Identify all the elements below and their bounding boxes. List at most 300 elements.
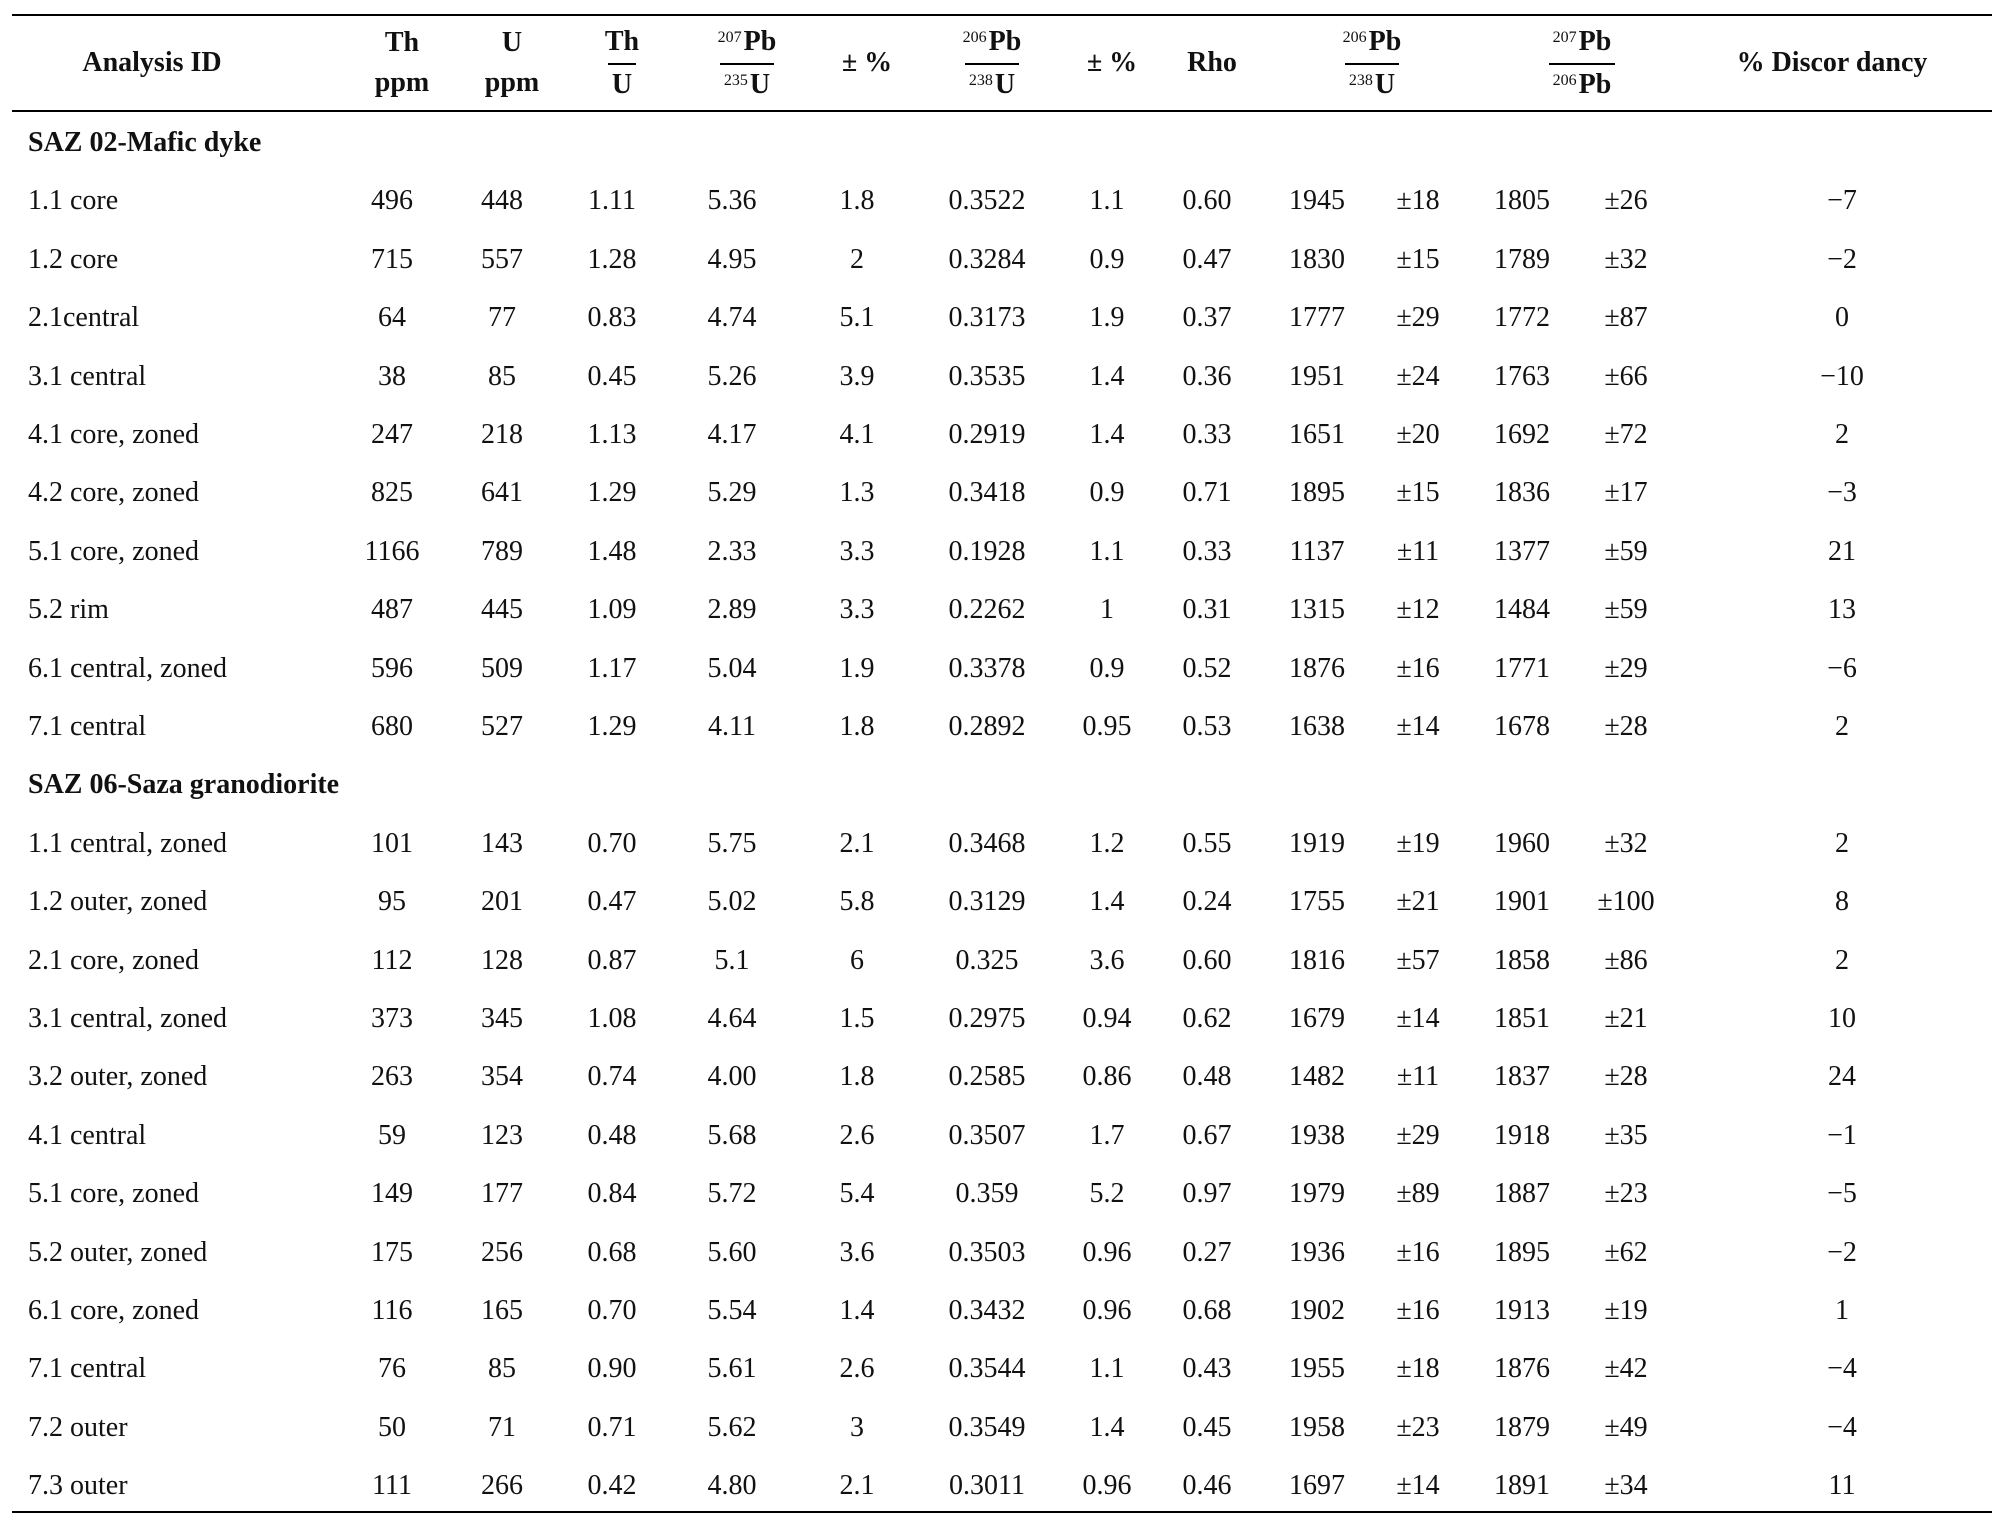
table-cell: 1.28 bbox=[587, 243, 637, 275]
header-pb207-u235 bbox=[682, 16, 812, 110]
table-cell: 0.1928 bbox=[948, 535, 1026, 567]
table-cell: ±26 bbox=[1604, 185, 1648, 217]
cell-analysis-id: 6.1 core, zoned bbox=[28, 1295, 200, 1326]
cell-analysis-id: 1.2 outer, zoned bbox=[28, 886, 208, 918]
table-cell: 0.60 bbox=[1182, 944, 1232, 976]
header-rho bbox=[1162, 16, 1262, 110]
cell-analysis-id: 3.2 outer, zoned bbox=[28, 1061, 208, 1093]
table-cell: 0.84 bbox=[587, 1178, 637, 1210]
table-cell: 1.3 bbox=[839, 477, 875, 509]
table-cell: 0.3507 bbox=[948, 1119, 1026, 1151]
table-cell: 5.02 bbox=[707, 886, 757, 918]
table-cell: 3.6 bbox=[1089, 944, 1125, 976]
table-cell: 1945 bbox=[1289, 185, 1345, 217]
table-cell: 4.1 bbox=[839, 419, 875, 450]
table-cell: 1913 bbox=[1494, 1295, 1550, 1326]
u-label: U bbox=[994, 69, 1016, 100]
table-header-rule bbox=[12, 110, 1992, 112]
table-cell: 0.94 bbox=[1082, 1003, 1132, 1034]
header-pb206-u238-den bbox=[965, 63, 1019, 102]
table-cell: 77 bbox=[488, 302, 516, 334]
table-cell: 5.1 bbox=[714, 944, 750, 976]
table-cell: ±21 bbox=[1604, 1003, 1648, 1034]
table-cell: 5.54 bbox=[707, 1295, 757, 1326]
header-rho-text: Rho bbox=[1187, 47, 1237, 78]
table-cell: 680 bbox=[371, 711, 413, 742]
header-th-unit: ppm bbox=[374, 67, 430, 98]
table-cell: 2 bbox=[1835, 944, 1849, 976]
cell-analysis-id: 5.2 rim bbox=[28, 594, 109, 626]
table-row bbox=[12, 464, 1992, 522]
cell-analysis-id: 4.1 central bbox=[28, 1119, 147, 1151]
table-row bbox=[12, 698, 1992, 756]
table-cell: 0.24 bbox=[1182, 886, 1232, 918]
table-cell: ±62 bbox=[1604, 1236, 1648, 1268]
table-cell: 4.17 bbox=[707, 419, 757, 450]
table-cell: 1.48 bbox=[587, 535, 637, 567]
table-cell: 1789 bbox=[1494, 243, 1550, 275]
table-row bbox=[12, 172, 1992, 230]
table-cell: 5.04 bbox=[707, 652, 757, 684]
table-cell: 596 bbox=[371, 652, 413, 684]
table-row bbox=[12, 289, 1992, 347]
table-cell: 201 bbox=[481, 886, 523, 918]
header-age207-den bbox=[1549, 63, 1616, 102]
table-cell: −3 bbox=[1827, 477, 1857, 509]
table-row bbox=[12, 1107, 1992, 1165]
header-pb206-u238 bbox=[932, 16, 1052, 110]
table-cell: 1.8 bbox=[839, 711, 875, 742]
iso-207: 207 bbox=[717, 29, 742, 46]
table-cell: 0.3468 bbox=[948, 827, 1026, 859]
table-cell: ±23 bbox=[1396, 1411, 1440, 1443]
header-th-text: Th bbox=[384, 27, 420, 58]
table-cell: 0.68 bbox=[1182, 1295, 1232, 1326]
table-cell: 2 bbox=[1835, 419, 1849, 450]
pb-label: Pb bbox=[1578, 26, 1612, 57]
table-cell: 0.52 bbox=[1182, 652, 1232, 684]
table-cell: 111 bbox=[372, 1470, 412, 1502]
table-cell: 1895 bbox=[1289, 477, 1345, 509]
table-cell: 1837 bbox=[1494, 1061, 1550, 1093]
table-cell: 1979 bbox=[1289, 1178, 1345, 1210]
table-cell: 0.9 bbox=[1089, 477, 1125, 509]
table-cell: 5.1 bbox=[839, 302, 875, 334]
table-cell: 1851 bbox=[1494, 1003, 1550, 1034]
table-cell: 247 bbox=[371, 419, 413, 450]
table-cell: 2.1 bbox=[839, 1470, 875, 1502]
header-pm-percent-1 bbox=[812, 16, 922, 110]
cell-analysis-id: 3.1 central bbox=[28, 360, 147, 392]
table-cell: 557 bbox=[481, 243, 523, 275]
iso-238: 238 bbox=[968, 72, 993, 89]
table-cell: 1166 bbox=[364, 535, 420, 567]
table-cell: 116 bbox=[371, 1295, 413, 1326]
table-cell: 3.6 bbox=[839, 1236, 875, 1268]
table-cell: 4.00 bbox=[707, 1061, 757, 1093]
table-cell: 5.26 bbox=[707, 360, 757, 392]
table-cell: ±15 bbox=[1396, 243, 1440, 275]
iso-207: 207 bbox=[1552, 29, 1577, 46]
table-cell: 143 bbox=[481, 827, 523, 859]
table-cell: 4.80 bbox=[707, 1470, 757, 1502]
table-cell: 5.61 bbox=[707, 1353, 757, 1385]
table-row bbox=[12, 1340, 1992, 1398]
table-cell: 0 bbox=[1835, 302, 1849, 334]
header-th bbox=[352, 16, 452, 110]
header-u-text: U bbox=[501, 27, 523, 58]
table-cell: 0.325 bbox=[955, 944, 1019, 976]
table-cell: ±14 bbox=[1396, 1470, 1440, 1502]
table-cell: 0.2892 bbox=[948, 711, 1026, 742]
table-cell: 2 bbox=[1835, 711, 1849, 742]
table-cell: 715 bbox=[371, 243, 413, 275]
table-cell: 1.7 bbox=[1089, 1119, 1125, 1151]
table-cell: ±19 bbox=[1396, 827, 1440, 859]
table-cell: −2 bbox=[1827, 1236, 1857, 1268]
table-cell: 1651 bbox=[1289, 419, 1345, 450]
table-cell: ±34 bbox=[1604, 1470, 1648, 1502]
table-cell: 0.87 bbox=[587, 944, 637, 976]
table-cell: ±59 bbox=[1604, 535, 1648, 567]
table-cell: 0.70 bbox=[587, 827, 637, 859]
table-cell: 38 bbox=[378, 360, 406, 392]
table-cell: 1918 bbox=[1494, 1119, 1550, 1151]
cell-analysis-id: 6.1 central, zoned bbox=[28, 652, 228, 684]
section-title: SAZ 06-Saza granodiorite bbox=[28, 769, 340, 801]
table-cell: ±87 bbox=[1604, 302, 1648, 334]
table-cell: 0.71 bbox=[1182, 477, 1232, 509]
table-cell: −7 bbox=[1827, 185, 1857, 217]
table-cell: 1.29 bbox=[587, 711, 637, 742]
table-cell: 5.75 bbox=[707, 827, 757, 859]
table-cell: 0.2585 bbox=[948, 1061, 1026, 1093]
header-analysis-id-text: Analysis ID bbox=[82, 47, 222, 78]
iso-206: 206 bbox=[962, 29, 987, 46]
table-cell: 1960 bbox=[1494, 827, 1550, 859]
table-cell: 1.1 bbox=[1089, 185, 1125, 217]
table-cell: 0.3378 bbox=[948, 652, 1026, 684]
table-cell: 0.95 bbox=[1082, 711, 1132, 742]
table-cell: 1 bbox=[1100, 594, 1114, 626]
table-row bbox=[12, 348, 1992, 406]
table-row bbox=[12, 1048, 1992, 1106]
table-cell: ±29 bbox=[1604, 652, 1648, 684]
table-cell: 4.74 bbox=[707, 302, 757, 334]
table-cell: 0.33 bbox=[1182, 419, 1232, 450]
table-cell: 1805 bbox=[1494, 185, 1550, 217]
table-cell: 1482 bbox=[1289, 1061, 1345, 1093]
table-cell: 1315 bbox=[1289, 594, 1345, 626]
table-cell: 177 bbox=[481, 1178, 523, 1210]
table-cell: ±23 bbox=[1604, 1178, 1648, 1210]
table-cell: ±24 bbox=[1396, 360, 1440, 392]
table-row bbox=[12, 1399, 1992, 1457]
table-cell: −2 bbox=[1827, 243, 1857, 275]
header-age-206-238 bbox=[1282, 16, 1462, 110]
table-cell: ±29 bbox=[1396, 1119, 1440, 1151]
table-cell: 13 bbox=[1828, 594, 1856, 626]
table-cell: 1.5 bbox=[839, 1003, 875, 1034]
table-cell: 1763 bbox=[1494, 360, 1550, 392]
table-cell: 1891 bbox=[1494, 1470, 1550, 1502]
table-cell: 128 bbox=[481, 944, 523, 976]
table-cell: 0.46 bbox=[1182, 1470, 1232, 1502]
table-cell: 0.74 bbox=[587, 1061, 637, 1093]
table-row bbox=[12, 1282, 1992, 1340]
table-cell: 1.29 bbox=[587, 477, 637, 509]
table-cell: ±14 bbox=[1396, 1003, 1440, 1034]
table-cell: 1 bbox=[1835, 1295, 1849, 1326]
table-cell: 1958 bbox=[1289, 1411, 1345, 1443]
table-cell: 5.2 bbox=[1089, 1178, 1125, 1210]
table-cell: 50 bbox=[378, 1411, 406, 1443]
table-cell: 0.3284 bbox=[948, 243, 1026, 275]
table-cell: 0.96 bbox=[1082, 1295, 1132, 1326]
table-cell: 0.3173 bbox=[948, 302, 1026, 334]
cell-analysis-id: 7.3 outer bbox=[28, 1470, 128, 1502]
table-cell: 1876 bbox=[1289, 652, 1345, 684]
table-cell: 2 bbox=[850, 243, 864, 275]
table-cell: 1.1 bbox=[1089, 535, 1125, 567]
table-row bbox=[12, 990, 1992, 1048]
table-cell: ±21 bbox=[1396, 886, 1440, 918]
table-cell: 1772 bbox=[1494, 302, 1550, 334]
table-cell: 10 bbox=[1828, 1003, 1856, 1034]
cell-analysis-id: 7.1 central bbox=[28, 711, 147, 742]
table-cell: 3.9 bbox=[839, 360, 875, 392]
table-cell: ±59 bbox=[1604, 594, 1648, 626]
header-age-207-206 bbox=[1492, 16, 1672, 110]
table-header bbox=[12, 16, 1992, 110]
header-age206-num bbox=[1339, 24, 1406, 63]
table-cell: 0.27 bbox=[1182, 1236, 1232, 1268]
table-cell: 0.48 bbox=[587, 1119, 637, 1151]
section-header-row bbox=[12, 114, 1992, 172]
table-cell: 5.60 bbox=[707, 1236, 757, 1268]
table-cell: 0.33 bbox=[1182, 535, 1232, 567]
table-row bbox=[12, 1224, 1992, 1282]
table-cell: ±12 bbox=[1396, 594, 1440, 626]
table-cell: ±14 bbox=[1396, 711, 1440, 742]
table-cell: 64 bbox=[378, 302, 406, 334]
header-pm-percent-2 bbox=[1062, 16, 1162, 110]
table-cell: 527 bbox=[481, 711, 523, 742]
table-cell: 0.45 bbox=[1182, 1411, 1232, 1443]
table-cell: 1777 bbox=[1289, 302, 1345, 334]
table-cell: −4 bbox=[1827, 1411, 1857, 1443]
table-cell: 0.42 bbox=[587, 1470, 637, 1502]
table-cell: 1.11 bbox=[588, 185, 636, 217]
iso-238: 238 bbox=[1348, 72, 1373, 89]
cell-analysis-id: 1.1 central, zoned bbox=[28, 827, 228, 859]
table-cell: ±100 bbox=[1597, 886, 1655, 918]
table-cell: ±16 bbox=[1396, 1236, 1440, 1268]
table-row bbox=[12, 873, 1992, 931]
table-cell: 5.29 bbox=[707, 477, 757, 509]
table-cell: 1.4 bbox=[1089, 360, 1125, 392]
table-cell: 8 bbox=[1835, 886, 1849, 918]
table-cell: 373 bbox=[371, 1003, 413, 1034]
table-cell: 123 bbox=[481, 1119, 523, 1151]
table-cell: 0.3549 bbox=[948, 1411, 1026, 1443]
table-cell: 1.4 bbox=[1089, 886, 1125, 918]
table-cell: ±18 bbox=[1396, 185, 1440, 217]
table-cell: 71 bbox=[488, 1411, 516, 1443]
table-cell: ±18 bbox=[1396, 1353, 1440, 1385]
table-cell: 0.90 bbox=[587, 1353, 637, 1385]
pb-label: Pb bbox=[1578, 69, 1612, 100]
table-cell: 1692 bbox=[1494, 419, 1550, 450]
table-cell: 1887 bbox=[1494, 1178, 1550, 1210]
iso-206: 206 bbox=[1342, 29, 1367, 46]
table-cell: 218 bbox=[481, 419, 523, 450]
table-cell: 1.13 bbox=[587, 419, 637, 450]
table-cell: 0.2975 bbox=[948, 1003, 1026, 1034]
table-cell: 0.31 bbox=[1182, 594, 1232, 626]
table-cell: ±11 bbox=[1396, 1061, 1440, 1093]
table-cell: 641 bbox=[481, 477, 523, 509]
table-cell: 0.67 bbox=[1182, 1119, 1232, 1151]
cell-analysis-id: 5.2 outer, zoned bbox=[28, 1236, 208, 1268]
table-cell: 1936 bbox=[1289, 1236, 1345, 1268]
table-cell: 0.70 bbox=[587, 1295, 637, 1326]
table-cell: 0.9 bbox=[1089, 652, 1125, 684]
iso-235: 235 bbox=[723, 72, 748, 89]
table-cell: 0.71 bbox=[587, 1411, 637, 1443]
table-cell: 21 bbox=[1828, 535, 1856, 567]
cell-analysis-id: 4.1 core, zoned bbox=[28, 419, 200, 450]
table-row bbox=[12, 1457, 1992, 1515]
table-cell: 5.68 bbox=[707, 1119, 757, 1151]
table-cell: 496 bbox=[371, 185, 413, 217]
table-cell: ±20 bbox=[1396, 419, 1440, 450]
table-cell: 1484 bbox=[1494, 594, 1550, 626]
table-cell: 0.96 bbox=[1082, 1470, 1132, 1502]
table-cell: ±32 bbox=[1604, 827, 1648, 859]
pb-label: Pb bbox=[1368, 26, 1402, 57]
table-cell: ±28 bbox=[1604, 711, 1648, 742]
table-cell: ±16 bbox=[1396, 1295, 1440, 1326]
table-cell: 2.89 bbox=[707, 594, 757, 626]
cell-analysis-id: 5.1 core, zoned bbox=[28, 1178, 200, 1210]
table-cell: 0.47 bbox=[587, 886, 637, 918]
table-cell: ±57 bbox=[1396, 944, 1440, 976]
table-cell: 0.3432 bbox=[948, 1295, 1026, 1326]
header-age207-num bbox=[1549, 24, 1616, 63]
table-cell: 345 bbox=[481, 1003, 523, 1034]
table-cell: −6 bbox=[1827, 652, 1857, 684]
table-cell: 1.1 bbox=[1089, 1353, 1125, 1385]
table-cell: −4 bbox=[1827, 1353, 1857, 1385]
table-cell: ±86 bbox=[1604, 944, 1648, 976]
header-u bbox=[462, 16, 562, 110]
table-cell: 0.2919 bbox=[948, 419, 1026, 450]
cell-analysis-id: 7.2 outer bbox=[28, 1411, 128, 1443]
table-cell: 149 bbox=[371, 1178, 413, 1210]
table-cell: 0.96 bbox=[1082, 1236, 1132, 1268]
header-pb207-u235-den bbox=[720, 63, 774, 102]
header-age206-den bbox=[1345, 63, 1399, 102]
table-cell: 0.60 bbox=[1182, 185, 1232, 217]
table-cell: 2 bbox=[1835, 827, 1849, 859]
table-cell: 0.68 bbox=[587, 1236, 637, 1268]
table-cell: 4.95 bbox=[707, 243, 757, 275]
table-cell: 1137 bbox=[1289, 535, 1345, 567]
table-cell: ±15 bbox=[1396, 477, 1440, 509]
header-pb206-u238-num bbox=[959, 24, 1026, 63]
header-pm-1-text: ± % bbox=[841, 47, 893, 78]
header-th-u-ratio bbox=[572, 16, 672, 110]
table-cell: 1.09 bbox=[587, 594, 637, 626]
table-cell: 1816 bbox=[1289, 944, 1345, 976]
table-cell: 76 bbox=[378, 1353, 406, 1385]
table-cell: 509 bbox=[481, 652, 523, 684]
table-cell: 2.33 bbox=[707, 535, 757, 567]
table-cell: 1919 bbox=[1289, 827, 1345, 859]
table-cell: 5.62 bbox=[707, 1411, 757, 1443]
table-cell: 0.83 bbox=[587, 302, 637, 334]
table-cell: 266 bbox=[481, 1470, 523, 1502]
table-cell: 112 bbox=[371, 944, 413, 976]
table-cell: 0.9 bbox=[1089, 243, 1125, 275]
table-cell: 85 bbox=[488, 360, 516, 392]
section-title: SAZ 02-Mafic dyke bbox=[28, 127, 262, 158]
table-cell: 445 bbox=[481, 594, 523, 626]
table-cell: 4.11 bbox=[708, 711, 756, 742]
table-cell: 0.55 bbox=[1182, 827, 1232, 859]
table-cell: 5.4 bbox=[839, 1178, 875, 1210]
table-cell: 1901 bbox=[1494, 886, 1550, 918]
table-cell: 0.36 bbox=[1182, 360, 1232, 392]
table-cell: 1858 bbox=[1494, 944, 1550, 976]
table-cell: 1.4 bbox=[1089, 419, 1125, 450]
table-cell: ±28 bbox=[1604, 1061, 1648, 1093]
table-cell: 1955 bbox=[1289, 1353, 1345, 1385]
table-cell: 1879 bbox=[1494, 1411, 1550, 1443]
table-cell: 1.9 bbox=[839, 652, 875, 684]
table-cell: ±42 bbox=[1604, 1353, 1648, 1385]
table-cell: 0.3011 bbox=[949, 1470, 1025, 1502]
cell-analysis-id: 2.1 core, zoned bbox=[28, 944, 200, 976]
table-cell: 5.8 bbox=[839, 886, 875, 918]
table-cell: 1.2 bbox=[1089, 827, 1125, 859]
table-cell: 1.9 bbox=[1089, 302, 1125, 334]
cell-analysis-id: 1.2 core bbox=[28, 243, 119, 275]
table-row bbox=[12, 581, 1992, 639]
table-cell: 11 bbox=[1828, 1470, 1856, 1502]
table-cell: ±89 bbox=[1396, 1178, 1440, 1210]
table-bottom-rule bbox=[12, 1511, 1992, 1513]
table-cell: 0.3535 bbox=[948, 360, 1026, 392]
table-cell: 487 bbox=[371, 594, 413, 626]
table-row bbox=[12, 640, 1992, 698]
table-cell: 448 bbox=[481, 185, 523, 217]
table-cell: ±66 bbox=[1604, 360, 1648, 392]
table-cell: 0.97 bbox=[1182, 1178, 1232, 1210]
cell-analysis-id: 1.1 core bbox=[28, 185, 119, 217]
cell-analysis-id: 3.1 central, zoned bbox=[28, 1003, 228, 1034]
table-cell: −1 bbox=[1827, 1119, 1857, 1151]
header-analysis-id bbox=[52, 16, 252, 110]
table-cell: 101 bbox=[371, 827, 413, 859]
table-cell: 165 bbox=[481, 1295, 523, 1326]
table-cell: 0.53 bbox=[1182, 711, 1232, 742]
table-cell: 1.8 bbox=[839, 1061, 875, 1093]
table-cell: 3.3 bbox=[839, 535, 875, 567]
u-label: U bbox=[1374, 69, 1396, 100]
table-cell: 263 bbox=[371, 1061, 413, 1093]
